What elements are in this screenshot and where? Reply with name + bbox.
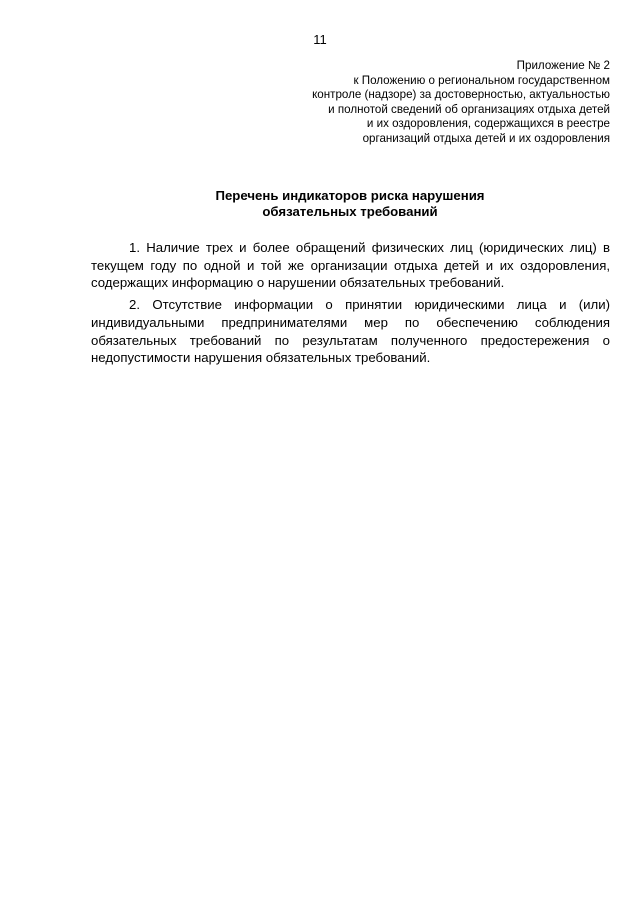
appendix-line: и полнотой сведений об организациях отдыха детей bbox=[328, 102, 610, 116]
appendix-header bbox=[250, 59, 610, 146]
indicator-item-1: 1. Наличие трех и более обращений физических лиц (юридических лиц) в текущем году по одной и той же организации отдыха детей и их оздоровления, содержащих информацию о нарушении обязательных требований. bbox=[91, 240, 610, 291]
page-number: 11 bbox=[313, 32, 327, 47]
title-line-1: Перечень индикаторов риска нарушения bbox=[215, 188, 485, 203]
appendix-line: к Положению о региональном государственном bbox=[353, 73, 610, 87]
indicator-item-2: 2. Отсутствие информации о принятии юридическими лица и (или) индивидуальными предпринимателями мер по обеспечению соблюдения обязательных требований по результатам полученного предостережения о недопустимости нарушения обязательных требований. bbox=[91, 297, 610, 366]
appendix-line: и их оздоровления, содержащихся в реестре bbox=[366, 117, 610, 130]
appendix-line: Приложение № 2 bbox=[516, 59, 610, 72]
appendix-line: организаций отдыха детей и их оздоровления bbox=[362, 131, 610, 145]
document-title bbox=[0, 188, 640, 220]
appendix-line: контроле (надзоре) за достоверностью, актуальностью bbox=[312, 88, 610, 101]
title-line-2: обязательных требований bbox=[262, 204, 438, 219]
indicator-list bbox=[91, 239, 610, 371]
